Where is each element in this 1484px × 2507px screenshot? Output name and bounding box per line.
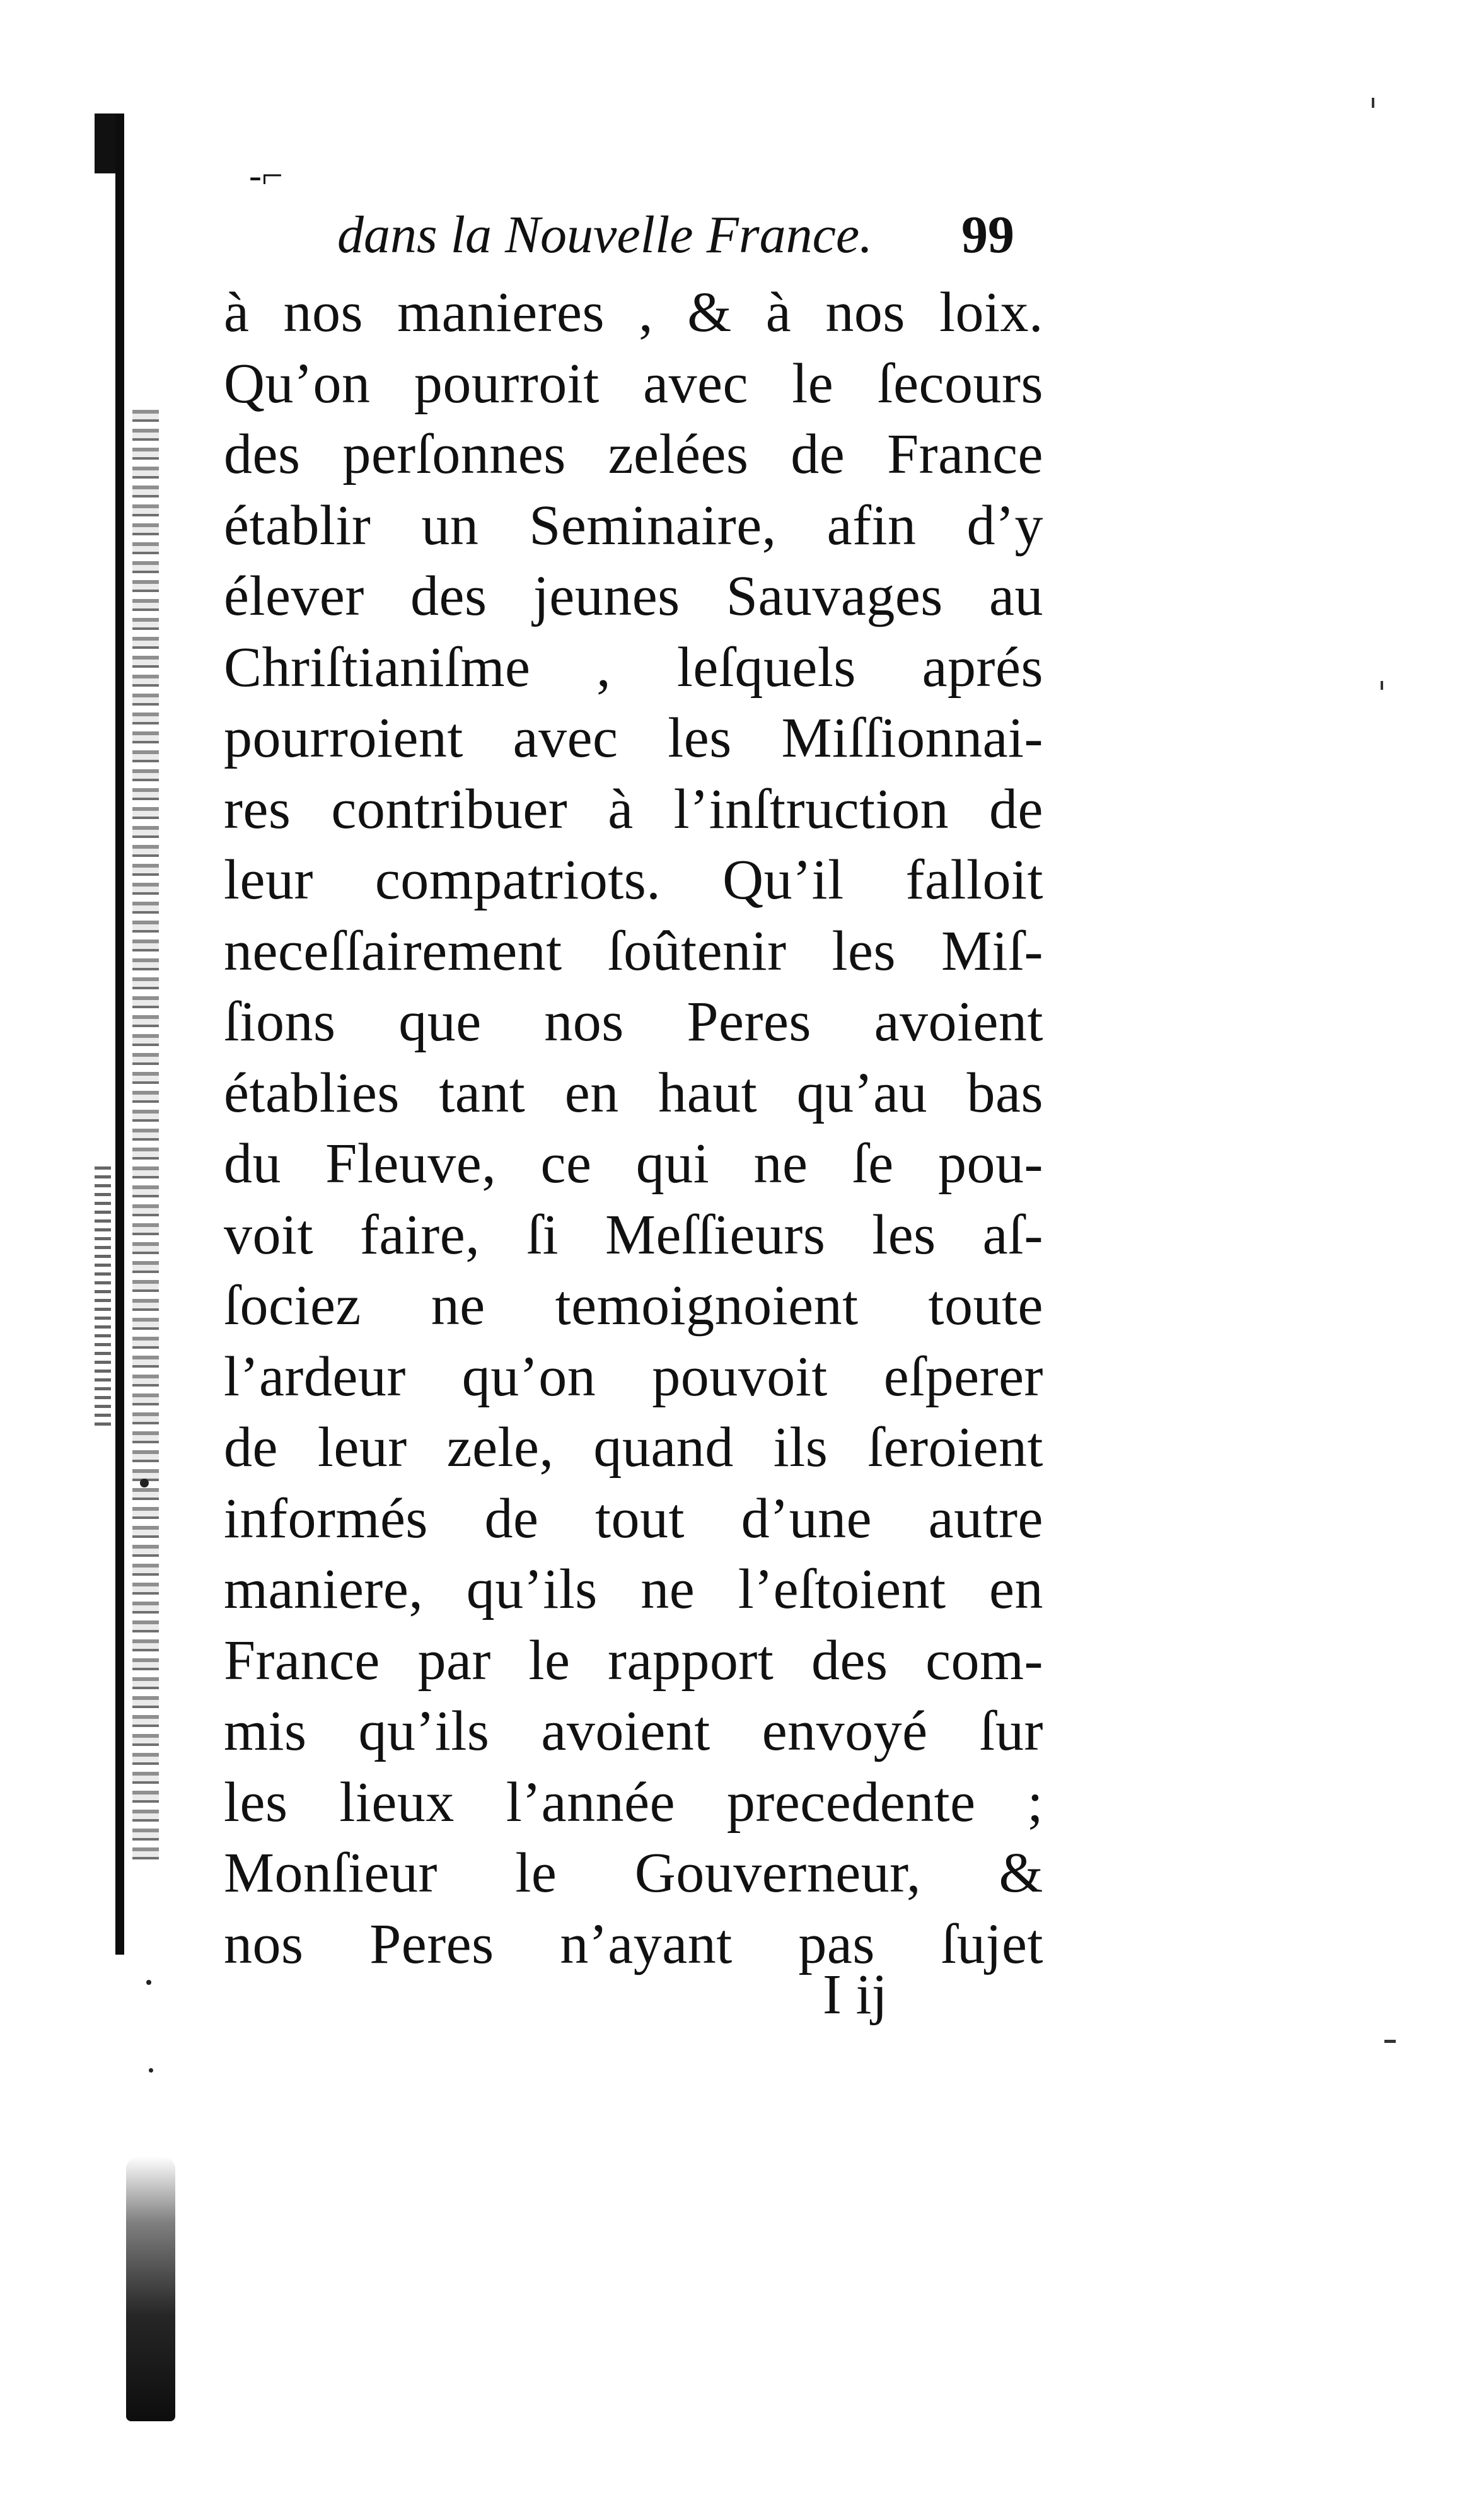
text-line: res contribuer à l’inſtruction de	[224, 777, 1043, 841]
text-line: Qu’on pourroit avec le ſecours	[224, 352, 1043, 415]
text-line: mis qu’ils avoient envoyé ſur	[224, 1700, 1043, 1762]
binding-shadow-top	[95, 113, 117, 173]
binding-noise	[132, 410, 159, 1860]
scan-speck	[1381, 681, 1383, 690]
text-line: établir un Seminaire, afin d’y	[224, 494, 1043, 557]
ink-mark: ‑⌐	[249, 154, 283, 196]
page-number: 99	[961, 206, 1014, 264]
body-text	[224, 277, 1043, 1980]
scan-speck	[1372, 98, 1374, 108]
signature-mark: I ij	[823, 1963, 888, 2026]
text-line: des perſonnes zelées de France	[224, 423, 1043, 486]
text-line: maniere, qu’ils ne l’eſtoient en	[224, 1558, 1043, 1620]
scan-speck	[1384, 2040, 1396, 2043]
binding-noise-secondary	[95, 1166, 111, 1431]
text-line: à nos manieres , & à nos loix.	[224, 281, 1043, 344]
text-line: nos Peres n’ayant pas ſujet	[224, 1912, 1043, 1975]
text-line: voit faire, ſi Meſſieurs les aſ-	[224, 1203, 1043, 1266]
text-line: établies tant en haut qu’au bas	[224, 1061, 1043, 1124]
binding-shadow-bottom	[126, 2156, 175, 2421]
text-line: France par le rapport des com-	[224, 1629, 1043, 1692]
text-line: ſions que nos Peres avoient	[224, 991, 1043, 1053]
text-line: informés de tout d’une autre	[224, 1487, 1043, 1550]
scan-speck	[146, 1980, 151, 1985]
scan-speck	[149, 2068, 153, 2073]
text-line: élever des jeunes Sauvages au	[224, 565, 1043, 627]
text-line: Chriſtianiſme , leſquels aprés	[224, 636, 1043, 699]
text-line: de leur zele, quand ils ſeroient	[224, 1416, 1043, 1479]
text-line: du Fleuve, ce qui ne ſe pou-	[224, 1132, 1043, 1195]
text-line: l’ardeur qu’on pouvoit eſperer	[224, 1345, 1043, 1408]
text-line: neceſſairement ſoûtenir les Miſ-	[224, 919, 1043, 982]
text-line: Monſieur le Gouverneur, &	[224, 1842, 1043, 1904]
text-line: ſociez ne temoignoient toute	[224, 1274, 1043, 1337]
running-head: dans la Nouvelle France.	[337, 206, 873, 264]
scan-speck	[140, 1479, 149, 1487]
text-line: les lieux l’année precedente ;	[224, 1771, 1043, 1834]
binding-gutter-line	[115, 113, 124, 1955]
text-line: pourroient avec les Miſſionnai-	[224, 707, 1043, 769]
text-line: leur compatriots. Qu’il falloit	[224, 849, 1043, 911]
